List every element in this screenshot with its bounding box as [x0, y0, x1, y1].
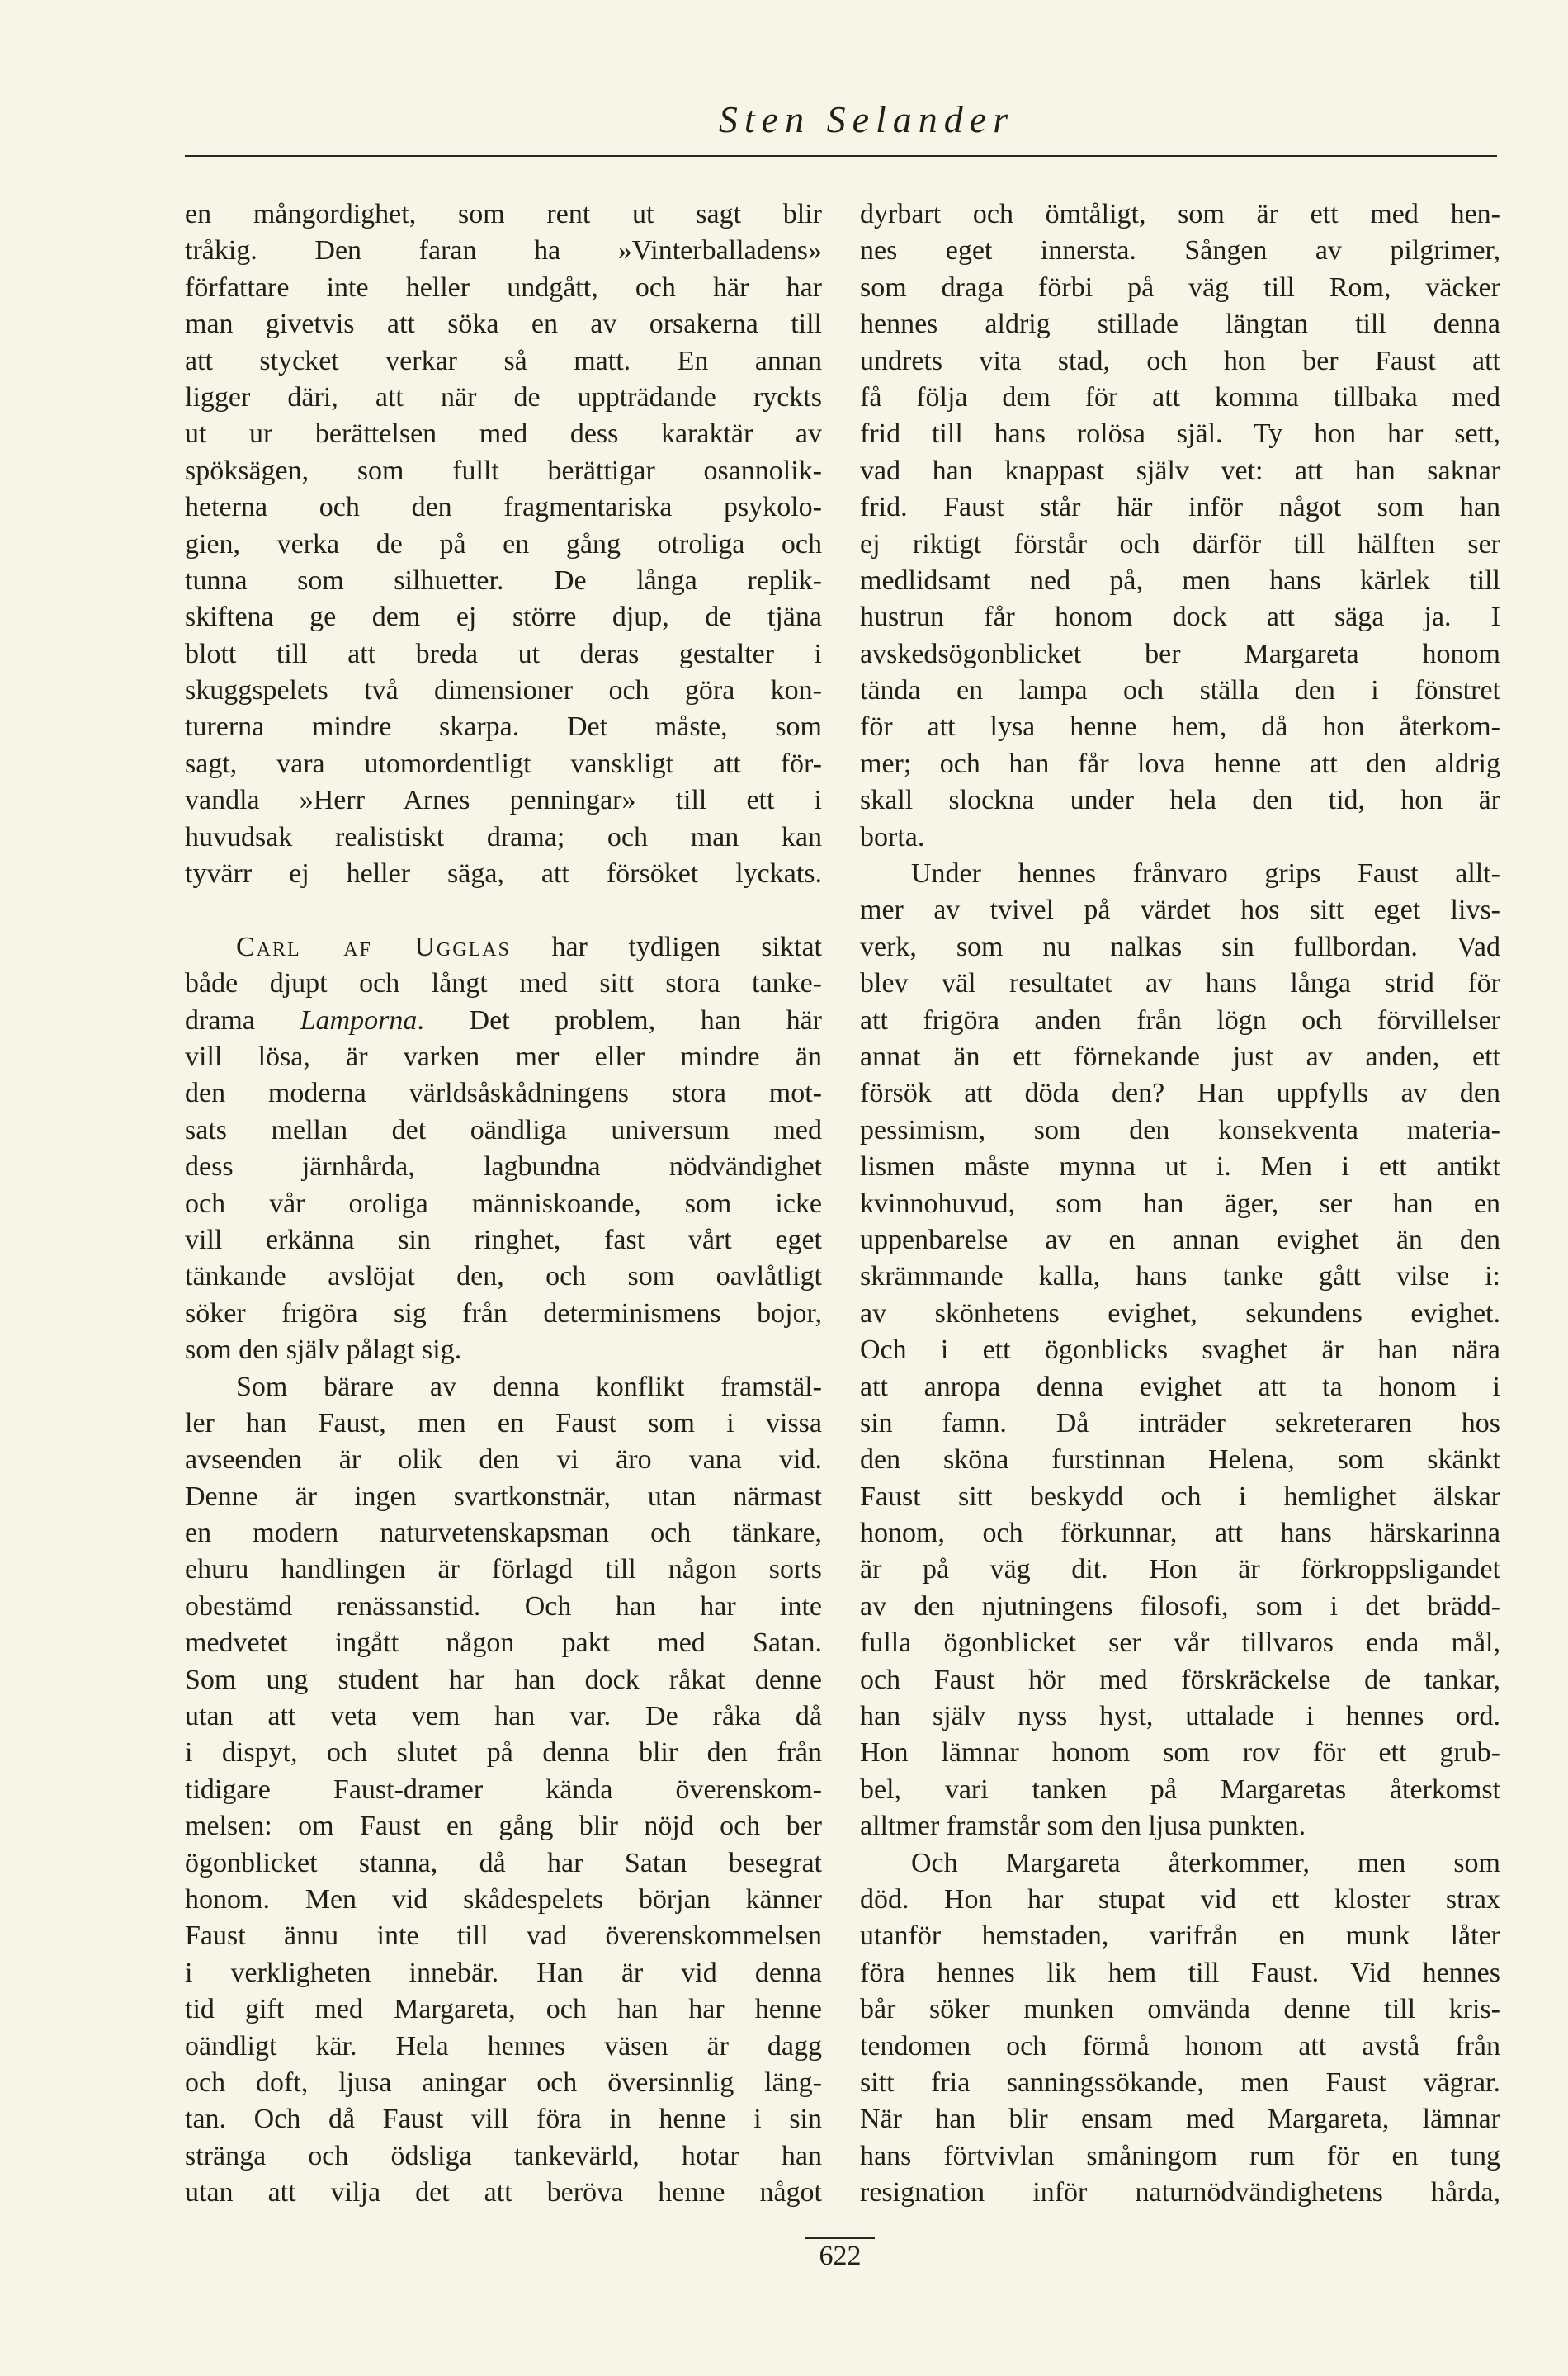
text-line: spöksägen, som fullt berättigar osannolik- [185, 455, 822, 486]
text-line: skrämmande kalla, hans tanke gått vilse i: [860, 1261, 1500, 1292]
text-line [185, 929, 822, 966]
page-number: 622 [819, 2241, 862, 2271]
text-line: kvinnohuvud, som han äger, ser han en [860, 1188, 1500, 1219]
text-line: verk, som nu nalkas sin fullbordan. Vad [860, 931, 1500, 962]
paragraph [860, 856, 1500, 1845]
text-line: man givetvis att söka en av orsakerna till [185, 309, 822, 340]
paragraph [185, 196, 822, 892]
text-line: Denne är ingen svartkonstnär, utan närmast [185, 1481, 822, 1512]
text-line: Som bärare av denna konflikt framstäl- [236, 1371, 822, 1402]
text-line: dyrbart och ömtåligt, som är ett med hen- [860, 199, 1500, 229]
text-line: sitt fria sanningssökande, men Faust vägrar. [860, 2067, 1500, 2098]
text-line: bår söker munken omvända denne till kris- [860, 1994, 1500, 2025]
header-rule [185, 155, 1497, 157]
text-line: utan att vilja det att beröva henne något [185, 2177, 822, 2208]
text-segment: har tydligen siktat [510, 931, 822, 962]
text-line: Hon lämnar honom som rov för ett grub- [860, 1737, 1500, 1769]
text-line: tänkande avslöjat den, och som oavlåtligt [185, 1261, 822, 1292]
text-line: tan. Och då Faust vill föra in henne i sin [185, 2104, 822, 2135]
text-line: pessimism, som den konsekventa materia- [860, 1114, 1500, 1145]
paragraph [860, 196, 1500, 856]
text-line: ej riktigt förstår och därför till hälften ser [860, 528, 1500, 560]
text-line: annat än ett förnekande just av anden, ett [860, 1041, 1500, 1072]
text-segment: . Det problem, han här [417, 1004, 822, 1036]
text-line: död. Hon har stupat vid ett kloster strax [860, 1883, 1500, 1915]
text-line [185, 1003, 822, 1039]
text-line: honom, och förkunnar, att hans härskarinna [860, 1518, 1500, 1549]
text-line: ögonblicket stanna, då har Satan besegrat [185, 1847, 822, 1878]
text-line: frid till hans rolösa själ. Ty hon har sett, [860, 418, 1500, 450]
paragraph [185, 1369, 822, 2212]
text-line: alltmer framstår som den ljusa punkten. [860, 1811, 1306, 1842]
text-line: tyvärr ej heller säga, att försöket lyckats. [185, 858, 822, 890]
text-line: Under hennes frånvaro grips Faust allt- [911, 858, 1500, 890]
text-line: och vår oroliga människoande, som icke [185, 1188, 822, 1219]
text-line: föra hennes lik hem till Faust. Vid hennes [860, 1957, 1500, 1988]
text-line: ehuru handlingen är förlagd till någon sorts [185, 1554, 822, 1585]
text-line: både djupt och långt med sitt stora tanke- [185, 968, 822, 999]
text-line: mer; och han får lova henne att den aldrig [860, 748, 1500, 779]
text-line: blev väl resultatet av hans långa strid för [860, 968, 1500, 999]
text-line: av den njutningens filosofi, som i det brädd- [860, 1590, 1500, 1622]
text-line: att anropa denna evighet att ta honom i [860, 1371, 1500, 1402]
text-line: i dispyt, och slutet på denna blir den från [185, 1737, 822, 1769]
text-line: tidigare Faust-dramer kända överenskom- [185, 1774, 822, 1805]
text-line: medlidsamt ned på, men hans kärlek till [860, 564, 1500, 596]
text-line: huvudsak realistiskt drama; och man kan [185, 821, 822, 853]
text-line: tunna som silhuetter. De långa replik- [185, 564, 822, 596]
text-line: ut ur berättelsen med dess karaktär av [185, 418, 822, 450]
text-line: melsen: om Faust en gång blir nöjd och ber [185, 1811, 822, 1842]
text-line: i verkligheten innebär. Han är vid denna [185, 1957, 822, 1988]
text-line: hennes aldrig stillade längtan till denna [860, 309, 1500, 340]
text-line: fulla ögonblicket ser vår tillvaros enda mål, [860, 1627, 1500, 1659]
text-line: Som ung student har han dock råkat denne [185, 1664, 822, 1695]
text-line: Faust sitt beskydd och i hemlighet älskar [860, 1481, 1500, 1512]
text-line: och Faust hör med förskräckelse de tankar, [860, 1664, 1500, 1695]
text-segment: drama [185, 1004, 300, 1036]
text-line: bel, vari tanken på Margaretas återkomst [860, 1774, 1500, 1805]
text-line: skall slockna under hela den tid, hon är [860, 785, 1500, 816]
text-line: gien, verka de på en gång otroliga och [185, 528, 822, 560]
text-line: skuggspelets två dimensioner och göra kon- [185, 675, 822, 706]
text-line: undrets vita stad, och hon ber Faust att [860, 345, 1500, 376]
text-line: Och i ett ögonblicks svaghet är han nära [860, 1334, 1500, 1366]
text-line: stränga och ödsliga tankevärld, hotar han [185, 2140, 822, 2171]
text-line: är på väg dit. Hon är förkroppsligandet [860, 1554, 1500, 1585]
text-line: medvetet ingått någon pakt med Satan. [185, 1627, 822, 1659]
running-head-author: Sten Selander [718, 98, 1015, 140]
text-line: vill erkänna sin ringhet, fast vårt eget [185, 1224, 822, 1255]
text-line: nes eget innersta. Sången av pilgrimer, [860, 235, 1500, 267]
text-line: söker frigöra sig från determinismens bojor, [185, 1297, 822, 1329]
text-line: skiftena ge dem ej större djup, de tjäna [185, 602, 822, 633]
text-line: att stycket verkar så matt. En annan [185, 345, 822, 376]
text-line: turerna mindre skarpa. Det måste, som [185, 711, 822, 743]
right-text-column [860, 196, 1500, 2211]
author-name: Carl af Ugglas [236, 931, 511, 962]
text-line: den moderna världsåskådningens stora mot- [185, 1078, 822, 1109]
text-line: vill lösa, är varken mer eller mindre än [185, 1041, 822, 1072]
text-line: en modern naturvetenskapsman och tänkare, [185, 1518, 822, 1549]
text-line: tråkig. Den faran ha »Vinterballadens» [185, 235, 822, 267]
text-line: en mångordighet, som rent ut sagt blir [185, 199, 822, 229]
text-line: sagt, vara utomordentligt vanskligt att för- [185, 748, 822, 779]
text-line: resignation inför naturnödvändighetens hårda, [860, 2177, 1500, 2208]
text-line: få följa dem för att komma tillbaka med [860, 381, 1500, 413]
text-line: honom. Men vid skådespelets början känner [185, 1883, 822, 1915]
text-line: sin famn. Då inträder sekreteraren hos [860, 1407, 1500, 1438]
text-line: oändligt kär. Hela hennes väsen är dagg [185, 2030, 822, 2062]
text-line: utanför hemstaden, varifrån en munk låter [860, 1920, 1500, 1952]
text-line: vandla »Herr Arnes penningar» till ett i [185, 785, 822, 816]
text-line: ler han Faust, men en Faust som i vissa [185, 1407, 822, 1438]
text-line: avskedsögonblicket ber Margareta honom [860, 638, 1500, 669]
text-line: författare inte heller undgått, och här har [185, 272, 822, 303]
text-line: ligger däri, att när de uppträdande ryckts [185, 381, 822, 413]
left-text-column [185, 196, 822, 2211]
text-line: som draga förbi på väg till Rom, väcker [860, 272, 1500, 303]
text-line: blott till att breda ut deras gestalter i [185, 638, 822, 669]
text-line: hustrun får honom dock att säga ja. I [860, 602, 1500, 633]
text-line: Faust ännu inte till vad överenskommelsen [185, 1920, 822, 1952]
text-line: frid. Faust står här inför något som han [860, 492, 1500, 523]
text-line: och doft, ljusa aningar och översinnlig läng- [185, 2067, 822, 2098]
text-line: uppenbarelse av en annan evighet än den [860, 1224, 1500, 1255]
text-line: heterna och den fragmentariska psykolo- [185, 492, 822, 523]
text-line: utan att veta vem han var. De råka då [185, 1701, 822, 1732]
text-line: för att lysa henne hem, då hon återkom- [860, 711, 1500, 743]
text-line: hans förtvivlan småningom rum för en tung [860, 2140, 1500, 2171]
text-line: som den själv pålagt sig. [185, 1334, 462, 1366]
text-line: tendomen och förmå honom att avstå från [860, 2030, 1500, 2062]
text-line: Och Margareta återkommer, men som [911, 1847, 1500, 1878]
text-line: lismen måste mynna ut i. Men i ett antikt [860, 1151, 1500, 1183]
text-line: den sköna furstinnan Helena, som skänkt [860, 1444, 1500, 1476]
text-line: borta. [860, 821, 925, 853]
text-line: han själv nyss hyst, uttalade i hennes ord. [860, 1701, 1500, 1732]
text-line: avseenden är olik den vi äro vana vid. [185, 1444, 822, 1476]
paragraph [185, 929, 822, 1369]
text-line: tid gift med Margareta, och han har henne [185, 1994, 822, 2025]
text-line: vad han knappast själv vet: att han saknar [860, 455, 1500, 486]
paragraph [860, 1845, 1500, 2212]
text-line: tända en lampa och ställa den i fönstret [860, 675, 1500, 706]
text-line: av skönhetens evighet, sekundens evighet. [860, 1297, 1500, 1329]
text-line: dess järnhårda, lagbundna nödvändighet [185, 1151, 822, 1183]
text-line: mer av tvivel på värdet hos sitt eget livs- [860, 895, 1500, 926]
text-line: försök att döda den? Han uppfylls av den [860, 1078, 1500, 1109]
text-line: att frigöra anden från lögn och förvillelser [860, 1004, 1500, 1036]
text-line: sats mellan det oändliga universum med [185, 1114, 822, 1145]
work-title: Lamporna [300, 1004, 418, 1036]
text-line: När han blir ensam med Margareta, lämnar [860, 2104, 1500, 2135]
text-line: obestämd renässanstid. Och han har inte [185, 1590, 822, 1622]
